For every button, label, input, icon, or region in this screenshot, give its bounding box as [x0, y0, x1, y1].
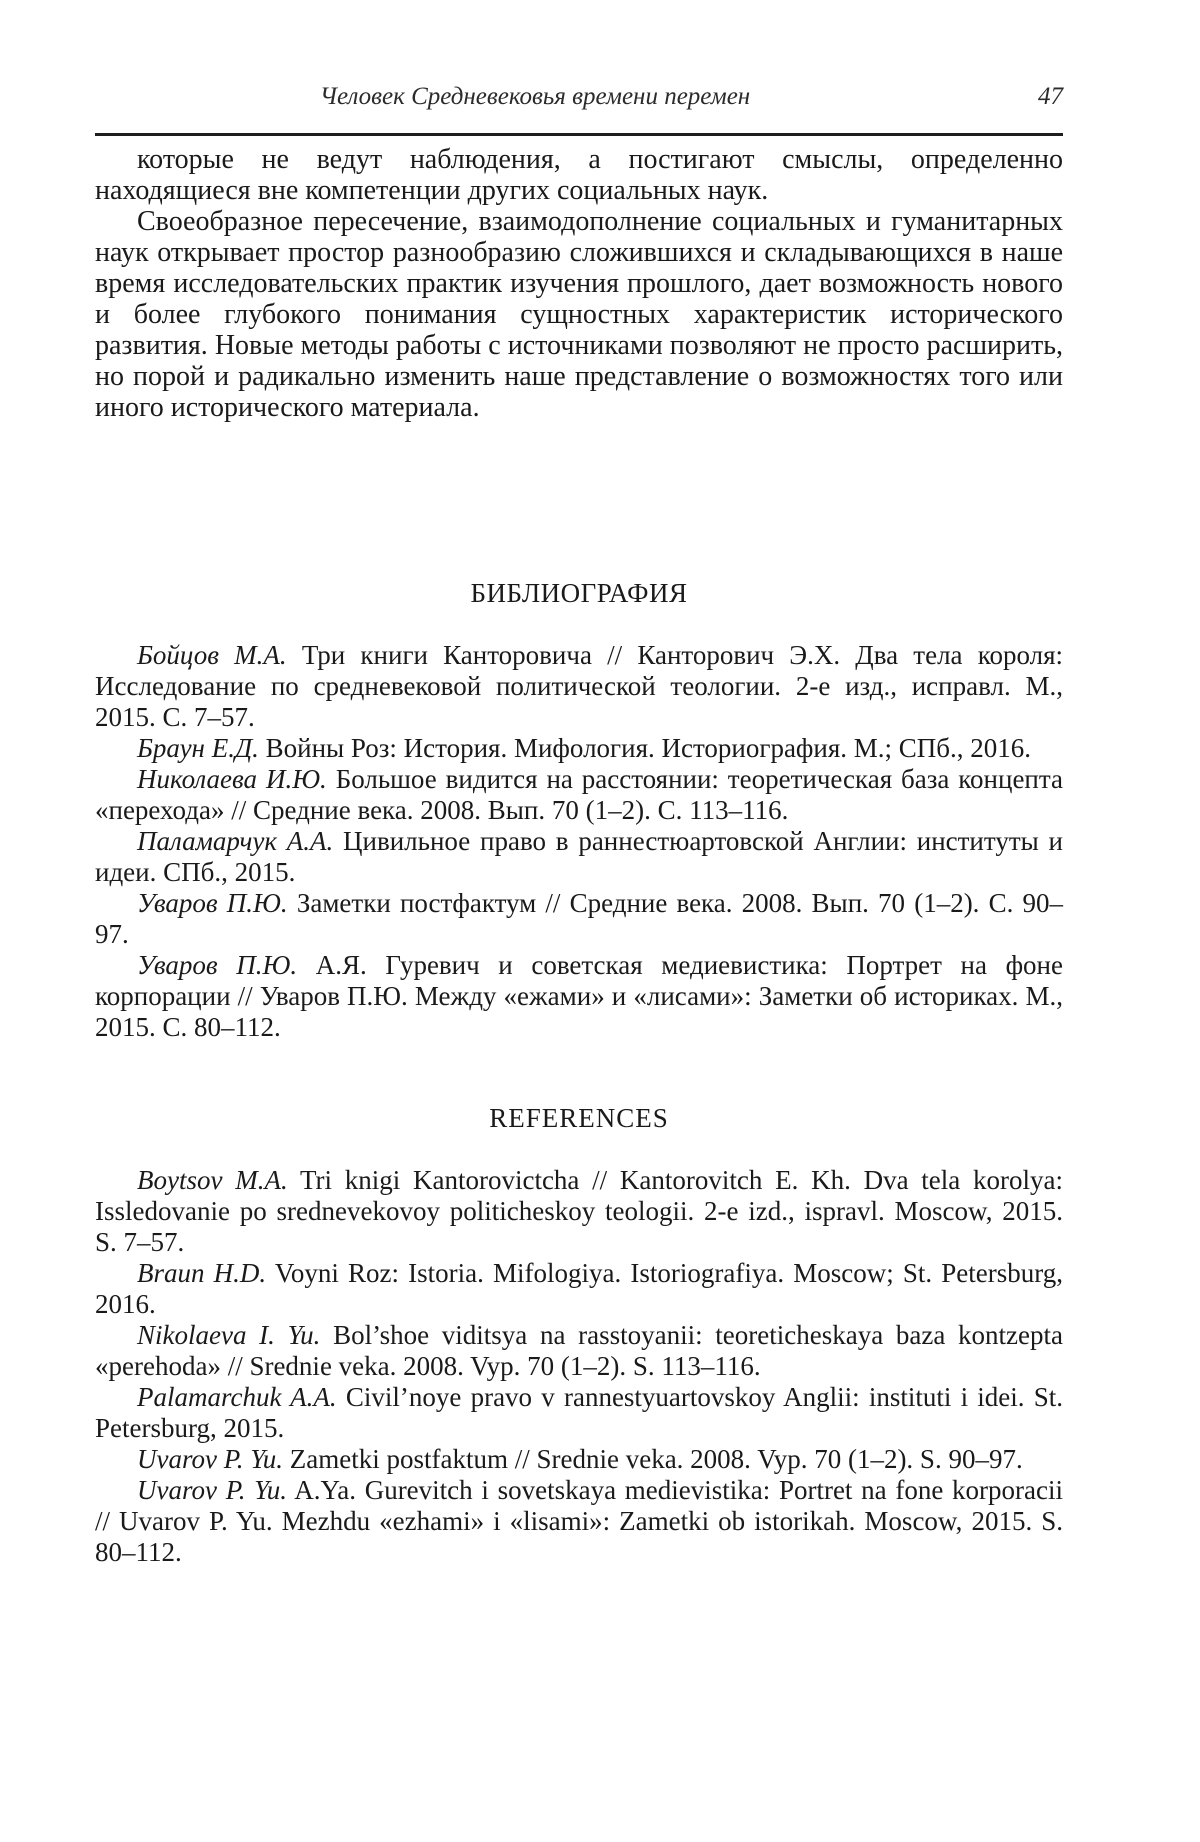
entry-author: Паламарчук А.А.: [137, 826, 334, 856]
bibliography-entry: [95, 733, 1063, 764]
bibliography-entries: [95, 640, 1063, 1043]
references-entry: [95, 1444, 1063, 1475]
references-entry: [95, 1165, 1063, 1258]
entry-author: Uvarov P. Yu.: [137, 1475, 287, 1505]
entry-text: Tri knigi Kantorovictcha // Kantorovitch E. Kh. Dva tela korolya: Issledovanie po srednevekovoy politicheskoy teologii. 2-e izd., ispravl. Moscow, 2015. S. 7–57.: [95, 1165, 1064, 1257]
bibliography-entry: [95, 764, 1063, 826]
bibliography-entry: [95, 640, 1063, 733]
references-entry: [95, 1320, 1063, 1382]
references-heading: REFERENCES: [489, 1103, 669, 1133]
entry-author: Уваров П.Ю.: [137, 950, 298, 980]
entry-author: Braun H.D.: [137, 1258, 267, 1288]
references-entry: [95, 1475, 1063, 1568]
entry-author: Николаева И.Ю.: [137, 764, 327, 794]
entry-author: Nikolaeva I. Yu.: [137, 1320, 321, 1350]
entry-text: Civil’noye pravo v rannestyuartovskoy Anglii: instituti i idei. St. Petersburg, 2015.: [95, 1382, 1063, 1443]
references-entries: [95, 1165, 1063, 1568]
header-rule: [95, 133, 1063, 136]
entry-text: Заметки постфактум // Средние века. 2008. Вып. 70 (1–2). С. 90–97.: [95, 888, 1063, 949]
bibliography-entry: [95, 888, 1063, 950]
bibliography-entry: [95, 826, 1063, 888]
page-body: [95, 144, 1063, 1568]
running-head: [95, 82, 1063, 114]
bibliography-heading: БИБЛИОГРАФИЯ: [470, 578, 688, 608]
entry-text: Войны Роз: История. Мифология. Историография. М.; СПб., 2016.: [258, 733, 1032, 763]
entry-author: Uvarov P. Yu.: [137, 1444, 284, 1474]
entry-text: Zametki postfaktum // Srednie veka. 2008. Vyp. 70 (1–2). S. 90–97.: [283, 1444, 1023, 1474]
entry-author: Уваров П.Ю.: [137, 888, 288, 918]
entry-text: Большое видится на расстоянии: теоретическая база концепта «перехода» // Средние века. 2008. Вып. 70 (1–2). С. 113–116.: [95, 764, 1063, 825]
entry-text: А.Я. Гуревич и советская медиевистика: Портрет на фоне корпорации // Уваров П.Ю. Между «ежами» и «лисами»: Заметки об историках. М., 2015. С. 80–112.: [95, 950, 1063, 1042]
entry-author: Браун Е.Д.: [137, 733, 259, 763]
references-entry: [95, 1382, 1063, 1444]
entry-author: Palamarchuk A.A.: [137, 1382, 337, 1412]
references-entry: [95, 1258, 1063, 1320]
body-paragraphs: [95, 144, 1063, 423]
entry-text: Bol’shoe viditsya na rasstoyanii: teoreticheskaya baza kontzepta «perehoda» // Srednie veka. 2008. Vyp. 70 (1–2). S. 113–116.: [95, 1320, 1063, 1381]
body-paragraph: Своеобразное пересечение, взаимодополнение социальных и гуманитарных наук открывает простор разнообразию сложившихся и складывающихся в наше время исследовательских практик изучения прошлого, дает возможность нового и более глубокого понимания сущностных характеристик исторического развития. Новые методы работы с источниками позволяют не просто расширить, но порой и радикально изменить наше представление о возможностях того или иного исторического материала.: [95, 206, 1063, 423]
entry-author: Boytsov M.A.: [137, 1165, 288, 1195]
entry-text: A.Ya. Gurevitch i sovetskaya medievistika: Portret na fone korporacii // Uvarov P. Yu. Mezhdu «ezhami» i «lisami»: Zametki ob istorikah. Moscow, 2015. S. 80–112.: [95, 1475, 1063, 1567]
bibliography-entry: [95, 950, 1063, 1043]
running-head-title: Человек Средневековья времени перемен: [319, 83, 751, 110]
body-paragraph: которые не ведут наблюдения, а постигают смыслы, определенно находящиеся вне компетенции других социальных наук.: [95, 144, 1063, 206]
page-number: 47: [1038, 83, 1063, 110]
entry-text: Цивильное право в раннестюартовской Англии: институты и идеи. СПб., 2015.: [95, 826, 1063, 887]
entry-author: Бойцов М.А.: [137, 640, 287, 670]
entry-text: Три книги Канторовича // Канторович Э.Х. Два тела короля: Исследование по средневековой политической теологии. 2-е изд., исправл. М., 2015. С. 7–57.: [95, 640, 1063, 732]
entry-text: Voyni Roz: Istoria. Mifologiya. Istoriografiya. Moscow; St. Petersburg, 2016.: [95, 1258, 1064, 1319]
